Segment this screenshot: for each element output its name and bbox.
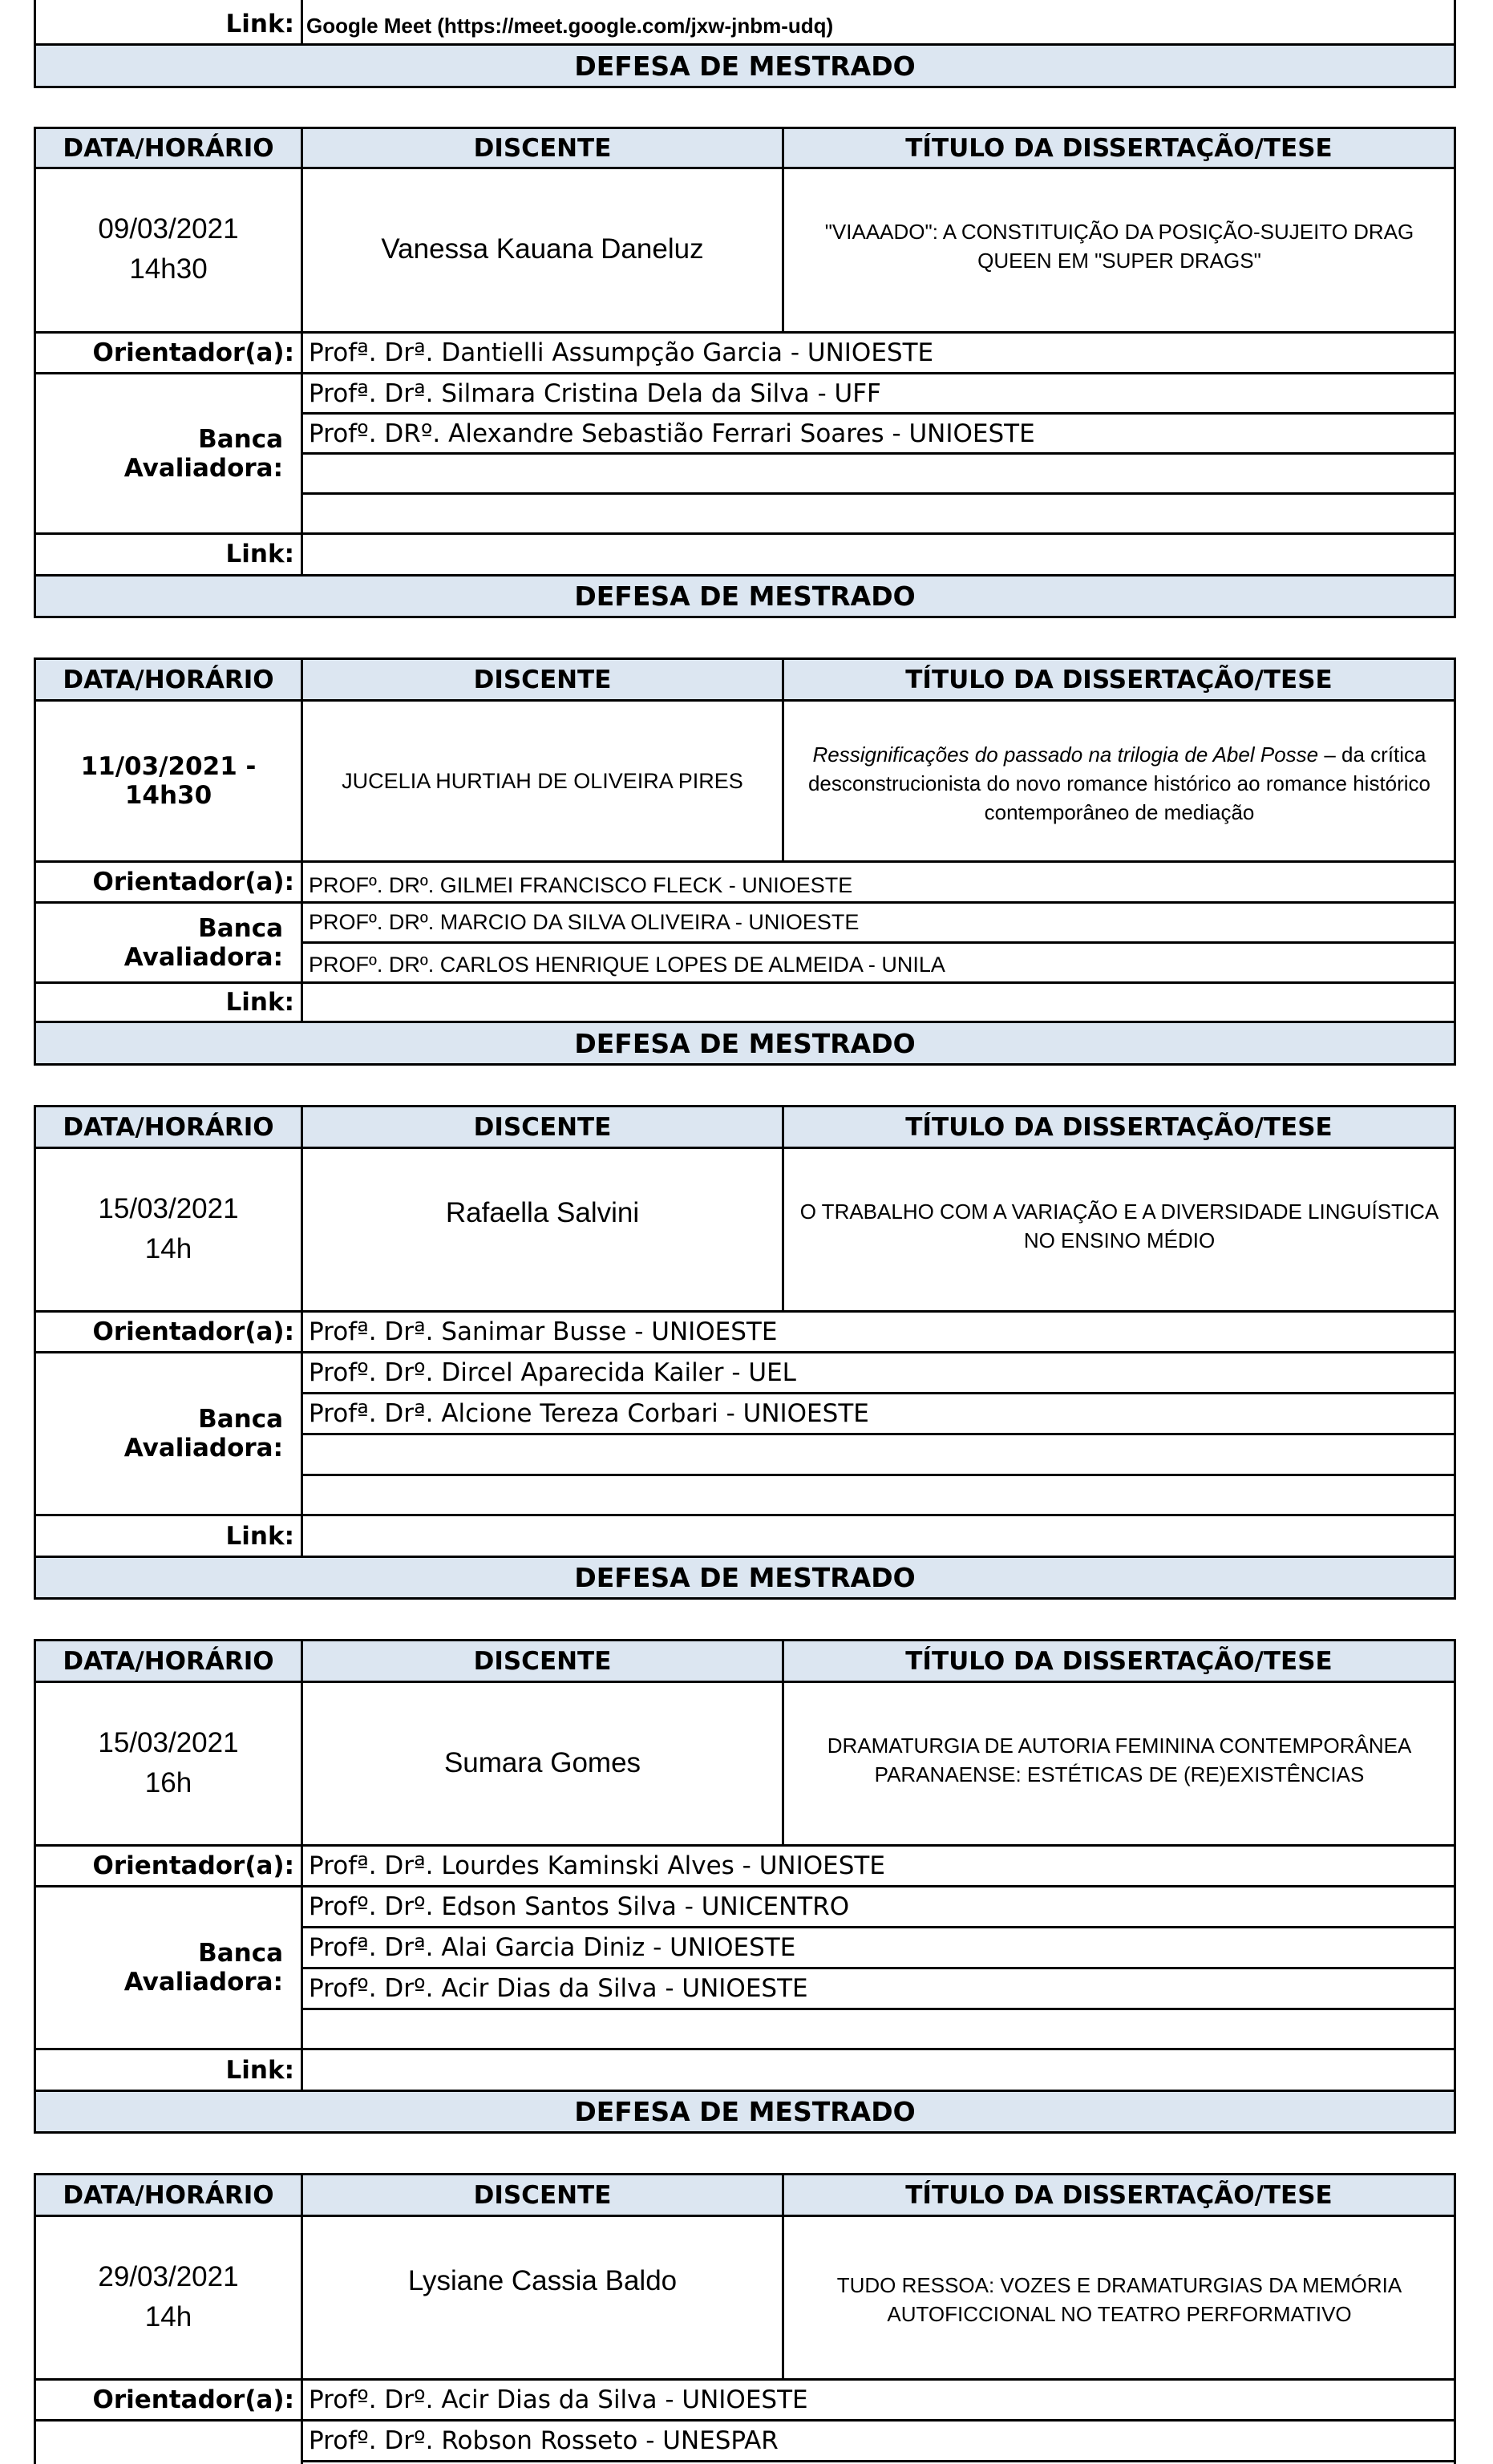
section-title: DEFESA DE MESTRADO — [574, 581, 916, 612]
board-label: Banca Avaliadora: — [123, 1939, 283, 1997]
date-value: 15/03/2021 — [98, 1727, 239, 1758]
table-border — [301, 2008, 1456, 2010]
defense-datetime: 11/03/2021 - 14h30 — [80, 752, 257, 810]
link-label: Link: — [225, 1521, 294, 1551]
table-border — [1454, 127, 1456, 618]
table-border — [782, 127, 784, 334]
table-border — [782, 1105, 784, 1313]
column-header-student: DISCENTE — [473, 133, 612, 163]
defense-date — [36, 1683, 301, 1843]
time-value: 14h30 — [129, 253, 208, 285]
link-label: Link: — [225, 540, 294, 568]
thesis-title: DRAMATURGIA DE AUTORIA FEMININA CONTEMPORÂNEA PARANAENSE: ESTÉTICAS DE (RE)EXISTÊNCIAS — [827, 1734, 1412, 1786]
advisor-label: Orientador(a): — [92, 338, 294, 367]
advisor-name: Profª. Drª. Lourdes Kaminski Alves - UNIOESTE — [309, 1851, 885, 1880]
thesis-title: O TRABALHO COM A VARIAÇÃO E A DIVERSIDADE LINGUÍSTICA NO ENSINO MÉDIO — [799, 1200, 1439, 1252]
board-member: Profº. Drº. Robson Rosseto - UNESPAR — [309, 2426, 779, 2455]
column-header-student: DISCENTE — [473, 1646, 612, 1676]
table-border — [301, 1433, 1456, 1435]
time-value: 16h — [144, 1767, 192, 1798]
table-border — [1454, 2173, 1456, 2464]
date-value: 15/03/2021 — [98, 1193, 239, 1224]
table-border — [301, 0, 303, 45]
table-border — [34, 86, 1456, 88]
column-header-date: DATA/HORÁRIO — [63, 1646, 274, 1676]
table-border — [301, 657, 303, 1023]
board-label: Banca Avaliadora: — [123, 913, 283, 972]
time-value: 14h — [144, 1233, 192, 1264]
advisor-name: Profª. Drª. Dantielli Assumpção Garcia - UNIOESTE — [309, 338, 934, 367]
column-header-title: TÍTULO DA DISSERTAÇÃO/TESE — [905, 1646, 1333, 1676]
advisor-name: Profª. Drª. Sanimar Busse - UNIOESTE — [309, 1317, 778, 1346]
board-member: Profº. Drº. Dircel Aparecida Kailer - UEL — [309, 1358, 796, 1387]
defense-date — [36, 1149, 301, 1309]
column-header-student: DISCENTE — [473, 665, 612, 694]
thesis-title: "VIAAADO": A CONSTITUIÇÃO DA POSIÇÃO-SUJEITO DRAG QUEEN EM "SUPER DRAGS" — [824, 220, 1414, 273]
advisor-name: Profº. Drº. Acir Dias da Silva - UNIOESTE — [309, 2385, 808, 2414]
defense-date — [36, 169, 301, 330]
table-border — [34, 1639, 36, 2134]
table-border — [301, 1474, 1456, 1476]
board-member: Profª. Drª. Silmara Cristina Dela da Silva - UFF — [309, 378, 881, 408]
table-border — [34, 1597, 1456, 1600]
board-member: Profº. Drº. Edson Santos Silva - UNICENTRO — [309, 1892, 850, 1921]
thesis-title: TUDO RESSOA: VOZES E DRAMATURGIAS DA MEMÓRIA AUTOFICCIONAL NO TEATRO PERFORMATIVO — [836, 2273, 1402, 2326]
board-member: Profº. DRº. Alexandre Sebastião Ferrari Soares - UNIOESTE — [309, 419, 1035, 448]
advisor-label: Orientador(a): — [92, 868, 294, 896]
table-border — [301, 127, 303, 577]
student-name: JUCELIA HURTIAH DE OLIVEIRA PIRES — [342, 768, 743, 793]
table-border — [34, 616, 1456, 618]
board-member: Profª. Drª. Alai Garcia Diniz - UNIOESTE — [309, 1933, 796, 1962]
table-border — [301, 1105, 303, 1558]
table-border — [301, 492, 1456, 495]
student-name: Lysiane Cassia Baldo — [407, 2265, 678, 2296]
student-name: Vanessa Kauana Daneluz — [381, 233, 704, 265]
column-header-date: DATA/HORÁRIO — [63, 1112, 274, 1142]
column-header-date: DATA/HORÁRIO — [63, 665, 274, 694]
table-border — [34, 2131, 1456, 2134]
table-border — [34, 127, 36, 618]
date-value: 29/03/2021 — [98, 2261, 239, 2292]
section-title: DEFESA DE MESTRADO — [574, 1562, 916, 1593]
advisor-label: Orientador(a): — [92, 1851, 294, 1880]
advisor-label: Orientador(a): — [92, 1317, 294, 1346]
table-border — [34, 1063, 1456, 1066]
section-title: DEFESA DE MESTRADO — [574, 2096, 916, 2127]
column-header-title: TÍTULO DA DISSERTAÇÃO/TESE — [905, 2180, 1333, 2210]
table-border — [1454, 1105, 1456, 1600]
table-border — [34, 2173, 36, 2464]
advisor-name: PROFº. DRº. GILMEI FRANCISCO FLECK - UNIOESTE — [309, 872, 853, 897]
table-border — [782, 1639, 784, 1847]
board-label: Banca Avaliadora: — [123, 424, 283, 483]
thesis-title-italic: Ressignificações do passado na trilogia de Abel Posse — [812, 742, 1319, 767]
board-label: Banca Avaliadora: — [123, 1405, 283, 1463]
column-header-student: DISCENTE — [473, 2180, 612, 2210]
table-border — [1454, 1639, 1456, 2134]
table-border — [301, 941, 1456, 944]
column-header-date: DATA/HORÁRIO — [63, 2180, 274, 2210]
table-border — [301, 452, 1456, 455]
table-border — [301, 2460, 1456, 2462]
link-label: Link: — [225, 10, 294, 38]
section-title: DEFESA DE MESTRADO — [574, 51, 916, 82]
section-title: DEFESA DE MESTRADO — [574, 1027, 916, 1059]
board-member: Profª. Drª. Alcione Tereza Corbari - UNIOESTE — [309, 1399, 869, 1428]
board-member: PROFº. DRº. MARCIO DA SILVA OLIVEIRA - UNIOESTE — [309, 910, 860, 934]
table-border — [301, 2173, 303, 2464]
defense-date — [36, 2217, 301, 2377]
column-header-title: TÍTULO DA DISSERTAÇÃO/TESE — [905, 133, 1333, 163]
thesis-title-rest: – da crítica desconstrucionista do novo romance histórico ao romance histórico contemporâneo de mediação — [807, 742, 1431, 824]
student-name: Rafaella Salvini — [445, 1197, 640, 1228]
time-value: 14h — [144, 2301, 192, 2333]
column-header-date: DATA/HORÁRIO — [63, 133, 274, 163]
board-member: PROFº. DRº. CARLOS HENRIQUE LOPES DE ALMEIDA - UNILA — [309, 953, 945, 977]
student-name: Sumara Gomes — [443, 1747, 641, 1778]
table-border — [782, 2173, 784, 2381]
table-border — [34, 657, 36, 1066]
link-label: Link: — [225, 2055, 294, 2085]
board-member: Profº. Drº. Acir Dias da Silva - UNIOESTE — [309, 1974, 808, 2003]
column-header-title: TÍTULO DA DISSERTAÇÃO/TESE — [905, 1112, 1333, 1142]
thesis-title — [794, 702, 1445, 860]
table-border — [301, 1639, 303, 2092]
column-header-student: DISCENTE — [473, 1112, 612, 1142]
link-label: Link: — [225, 988, 294, 1017]
table-border — [782, 657, 784, 863]
advisor-label: Orientador(a): — [92, 2385, 294, 2414]
date-value: 09/03/2021 — [98, 213, 239, 245]
column-header-title: TÍTULO DA DISSERTAÇÃO/TESE — [905, 665, 1333, 694]
meeting-link[interactable]: Google Meet (https://meet.google.com/jxw-jnbm-udq) — [306, 13, 834, 38]
table-border — [34, 1105, 36, 1600]
table-border — [1454, 657, 1456, 1066]
